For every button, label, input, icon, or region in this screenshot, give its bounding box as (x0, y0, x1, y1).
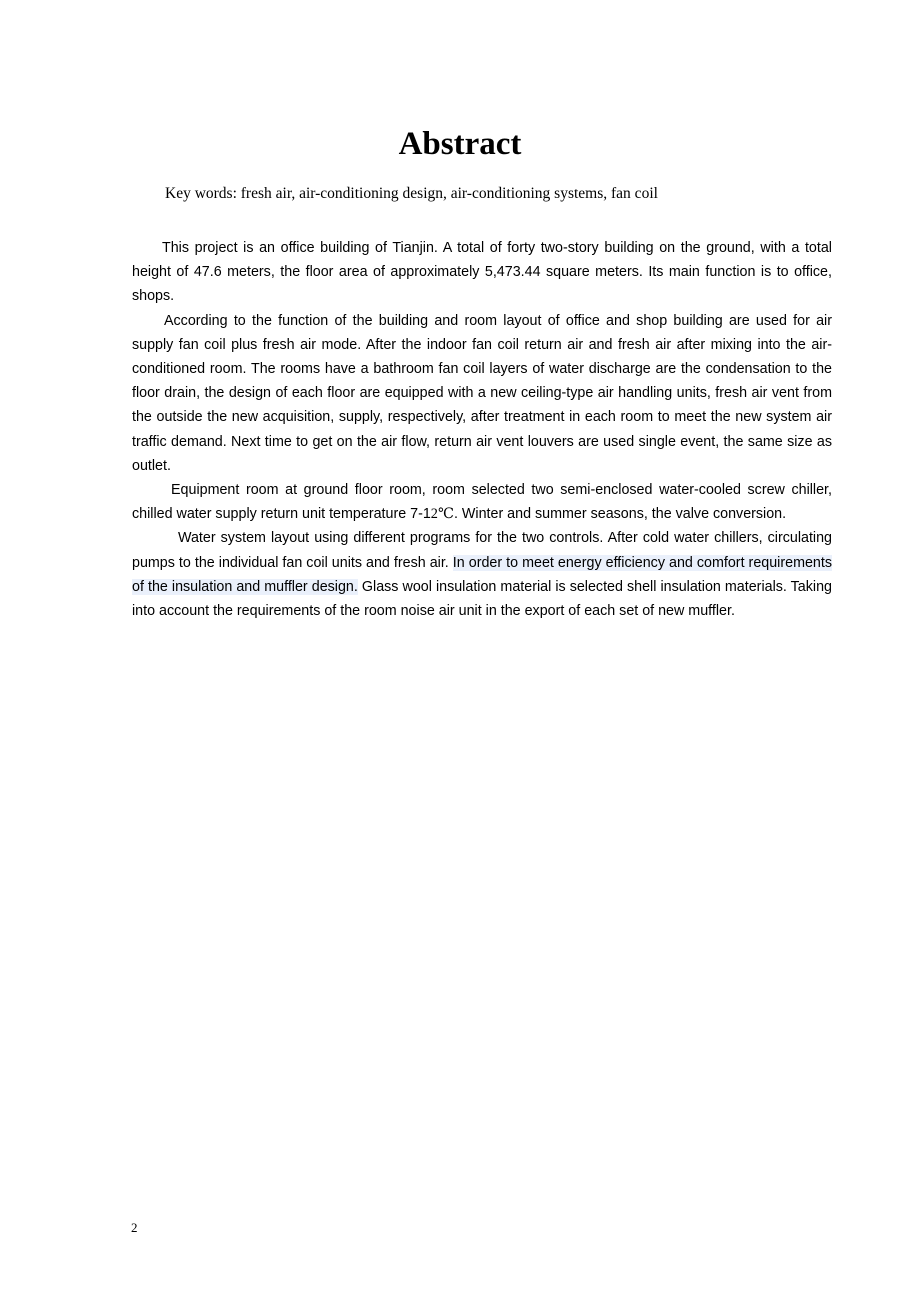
paragraph-3-text-end: . Winter and summer seasons, the valve conversion. (453, 506, 787, 523)
paragraph-3 (132, 478, 832, 526)
page-number: 2 (131, 1220, 138, 1235)
keywords-line: Key words: fresh air, air-conditioning design, air-conditioning systems, fan coil (165, 185, 658, 202)
highlighted-sentence[interactable]: In order to meet energy efficiency and comfort requirements of the insulation and muffler design. (132, 554, 832, 595)
temperature-value: 2℃ (430, 506, 454, 523)
abstract-body (132, 236, 832, 623)
paragraph-4-text-start: Water system layout using different programs for the two controls. After cold water chillers, circulating pumps to the individual fan coil units and fresh air. (132, 530, 832, 571)
paragraph-4 (132, 526, 832, 623)
paragraph-3-text-start: Equipment room at ground floor room, room selected two semi-enclosed water-cooled screw chiller, chilled water supply return unit temperature 7-1 (132, 482, 832, 523)
page-title: Abstract (398, 126, 522, 162)
paragraph-2: According to the function of the building and room layout of office and shop building are used for air supply fan coil plus fresh air mode. After the indoor fan coil return air and fresh air after mixing into the air-conditioned room. The rooms have a bathroom fan coil layers of water discharge are the condensation to the floor drain, the design of each floor are equipped with a new ceiling-type air handling units, fresh air vent from the outside the new acquisition, supply, respectively, after treatment in each room to meet the new system air traffic demand. Next time to get on the air flow, return air vent louvers are used single event, the same size as outlet. (132, 312, 832, 474)
paragraph-4-text-end: Glass wool insulation material is selected shell insulation materials. Taking into account the requirements of the room noise air unit in the export of each set of new muffler. (132, 578, 832, 620)
paragraph-1: This project is an office building of Tianjin. A total of forty two-story building on the ground, with a total height of 47.6 meters, the floor area of approximately 5,473.44 square meters. Its main function is to office, shops. (132, 240, 832, 305)
